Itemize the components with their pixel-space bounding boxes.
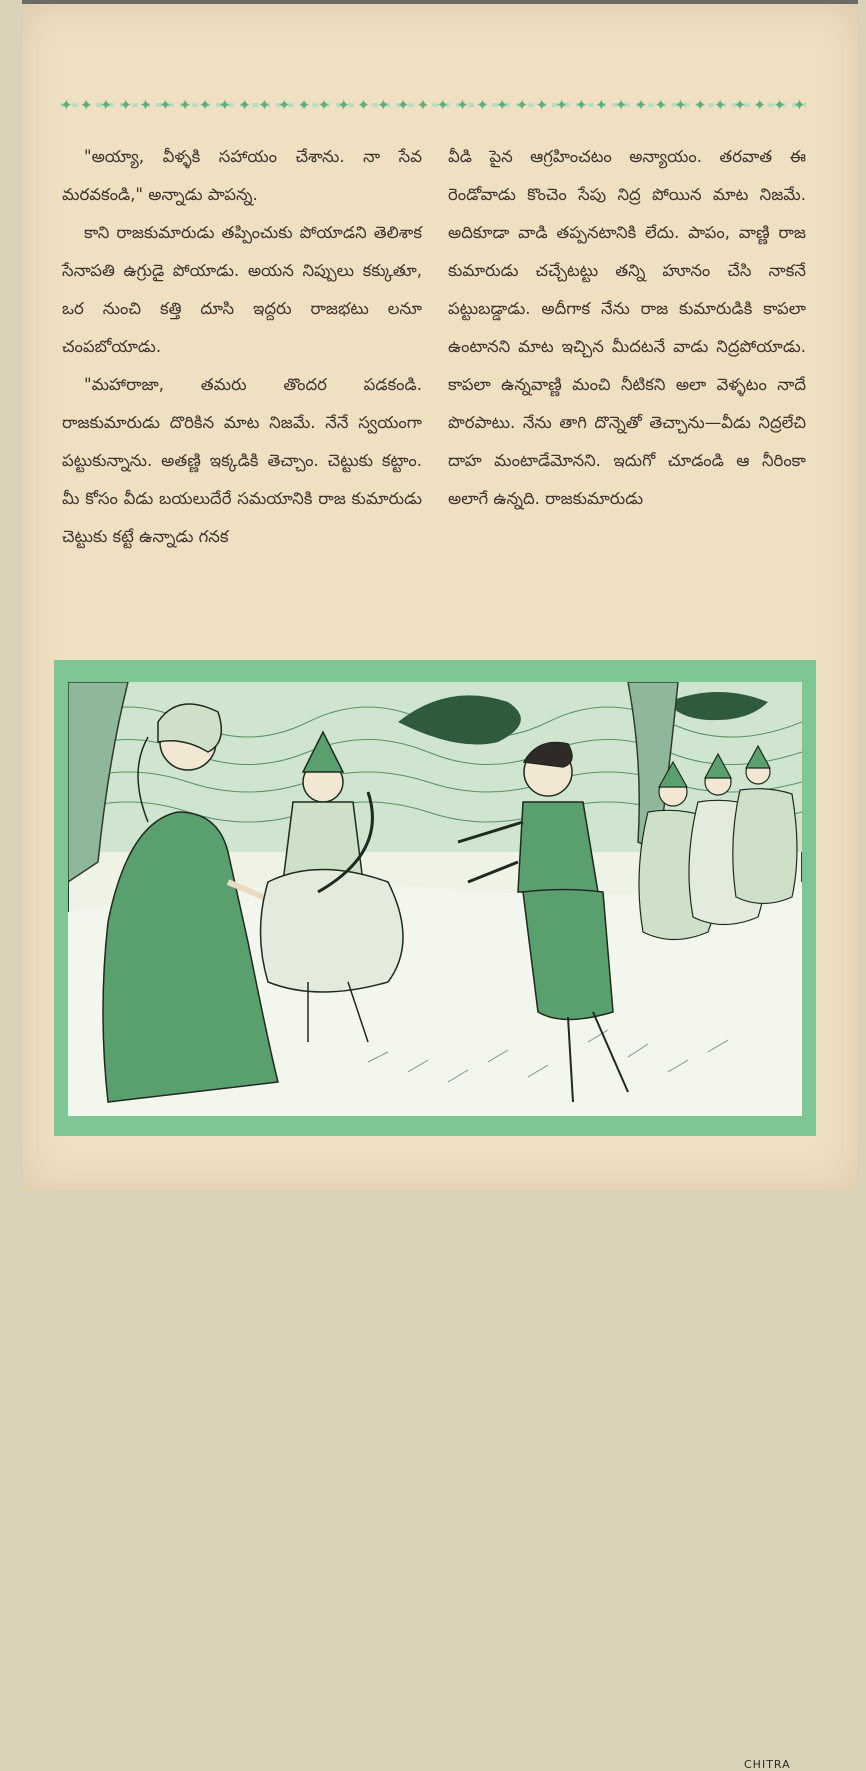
ornament-star-icon: ✦ (218, 96, 232, 114)
ornament-star-icon: ✦ (139, 96, 152, 114)
ornament-star-icon: ✦ (99, 96, 113, 114)
ornament-star-icon: ✦ (198, 96, 212, 114)
ornament-star-icon: ✦ (555, 96, 568, 114)
illustration-scene (68, 682, 802, 1116)
ornament-star-icon: ✦ (654, 96, 667, 114)
ornament-star-icon: ✦ (238, 96, 251, 114)
ornament-star-icon: ✦ (694, 96, 707, 114)
ornament-star-icon: ✦ (337, 96, 350, 114)
ornament-star-icon: ✦ (495, 96, 509, 114)
ornament-star-icon: ✦ (674, 96, 687, 114)
story-paragraph: వీడి పైన ఆగ్రహించటం అన్యాయం. తరవాత ఈ రెండోవాడు కొంచెం సేపు నిద్ర పోయిన మాట నిజమే. అదికూడా వాడి తప్పనటానికి లేదు. పాపం, వాణ్ణి రాజ కుమారుడు చచ్చేటట్టు తన్ని హూనం చేసి నాకనే పట్టుబడ్డాడు. అదీగాక నేను రాజ కుమారుడికి కాపలా ఉంటానని మాట ఇచ్చిన మీదటనే వాడు నిద్రపోయాడు. కాపలా ఉన్నవాణ్ణి మంచి నీటికని అలా వెళ్ళటం నాదే పొరపాటు. నేను తాగి దొన్నెతో తెచ్చాను—వీడు నిద్రలేచి దాహ మంటాడేమోనని. ఇదుగో చూడండి ఆ నీరింకా అలాగే ఉన్నది. రాజకుమారుడు (448, 147, 806, 508)
ornament-star-icon: ✦ (713, 96, 727, 114)
ornament-star-icon: ✦ (733, 96, 747, 114)
ornament-star-icon: ✦ (258, 96, 271, 114)
ornament-star-icon: ✦ (436, 96, 450, 114)
ornament-star-icon: ✦ (159, 96, 172, 114)
ornament-star-icon: ✦ (594, 96, 608, 114)
ornament-star-icon: ✦ (79, 96, 93, 114)
story-paragraph: "మహారాజా, తమరు తొందర పడకండి. రాజకుమారుడు దొరికిన మాట నిజమే. నేనే స్వయంగా పట్టుకున్నాను. అతణ్ణి ఇక్కడికి తెచ్చాం. చెట్టుకు కట్టాం. మీ కోసం వీడు బయలుదేరే సమయానికి రాజ కుమారుడు చెట్టుకు కట్టే ఉన్నాడు గనక (62, 375, 422, 546)
ornament-star-icon: ✦ (634, 96, 648, 114)
story-text-right-column (448, 138, 806, 518)
artist-signature: CHITRA (744, 1758, 791, 1771)
ornament-star-icon: ✦ (297, 96, 311, 114)
decorative-border (60, 96, 806, 114)
story-paragraph: "అయ్యా, వీళ్ళకి సహాయం చేశాను. నా సేవ మరవకండి," అన్నాడు పాపన్న. (62, 147, 422, 204)
story-paragraph: కాని రాజకుమారుడు తప్పించుకు పోయాడని తెలిశాక సేనాపతి ఉగ్రుడై పోయాడు. అయన నిప్పులు కక్కుతూ, ఒర నుంచి కత్తి దూసి ఇద్దరు రాజభటు లనూ చంపబోయాడు. (62, 223, 422, 356)
ornament-star-icon: ✦ (119, 96, 133, 114)
ornament-star-icon: ✦ (515, 96, 529, 114)
ornament-star-icon: ✦ (614, 96, 628, 114)
ornament-star-icon: ✦ (535, 96, 549, 114)
ornament-star-icon: ✦ (377, 96, 390, 114)
ornament-star-icon: ✦ (476, 96, 489, 114)
story-text-left-column (62, 138, 422, 556)
ornament-star-icon: ✦ (317, 96, 331, 114)
ornament-star-icon: ✦ (456, 96, 469, 114)
ornament-star-icon: ✦ (357, 96, 370, 114)
ornament-star-icon: ✦ (60, 96, 73, 114)
ornament-star-icon: ✦ (575, 96, 588, 114)
ornament-star-icon: ✦ (396, 96, 410, 114)
ornament-star-icon: ✦ (793, 96, 806, 114)
ornament-star-icon: ✦ (773, 96, 786, 114)
ornament-star-icon: ✦ (753, 96, 767, 114)
ornament-star-icon: ✦ (416, 96, 430, 114)
ornament-star-icon: ✦ (178, 96, 192, 114)
story-illustration (54, 660, 816, 1771)
ornament-star-icon: ✦ (277, 96, 291, 114)
